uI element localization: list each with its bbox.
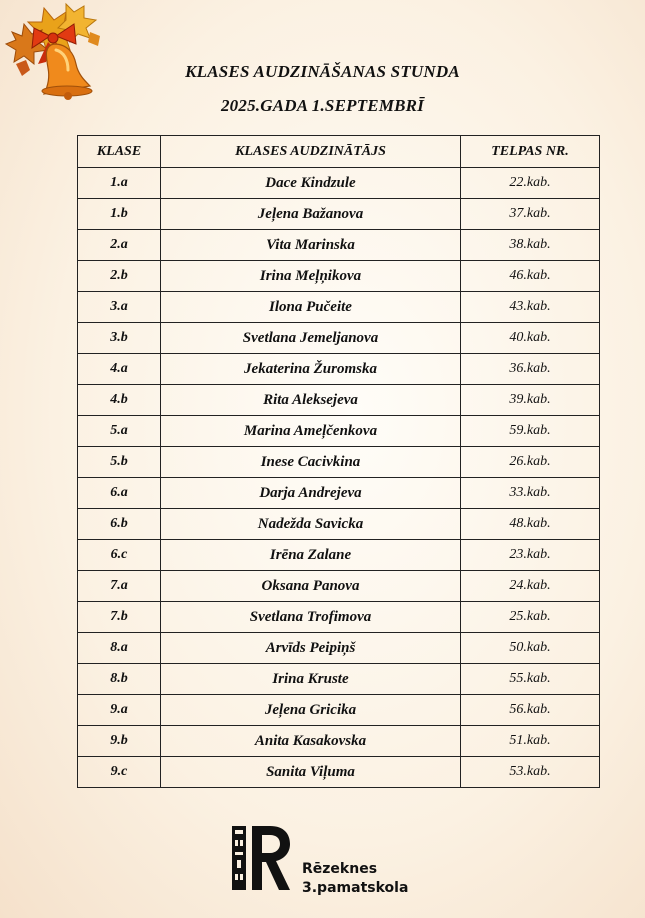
room-cell: 24.kab. (461, 571, 600, 602)
class-cell: 7.b (78, 602, 161, 633)
class-cell: 9.b (78, 726, 161, 757)
room-cell: 36.kab. (461, 354, 600, 385)
room-cell: 25.kab. (461, 602, 600, 633)
table-row (78, 602, 600, 633)
class-cell: 6.b (78, 509, 161, 540)
teacher-cell: Svetlana Jemeljanova (161, 323, 461, 354)
room-cell: 51.kab. (461, 726, 600, 757)
table-row (78, 726, 600, 757)
class-cell: 9.a (78, 695, 161, 726)
room-cell: 23.kab. (461, 540, 600, 571)
column-header-room: TELPAS NR. (461, 136, 600, 168)
school-logo-icon (230, 822, 292, 894)
table-row (78, 199, 600, 230)
teacher-cell: Svetlana Trofimova (161, 602, 461, 633)
table-row (78, 323, 600, 354)
table-header-row (78, 136, 600, 168)
teacher-cell: Jeļena Bažanova (161, 199, 461, 230)
class-cell: 4.a (78, 354, 161, 385)
teacher-cell: Sanita Viļuma (161, 757, 461, 788)
teacher-cell: Irina Kruste (161, 664, 461, 695)
class-cell: 9.c (78, 757, 161, 788)
logo-text-line1: Rēzeknes (302, 861, 378, 877)
table-row (78, 571, 600, 602)
teacher-cell: Arvīds Peipiņš (161, 633, 461, 664)
room-cell: 56.kab. (461, 695, 600, 726)
table-row (78, 695, 600, 726)
teacher-cell: Irēna Zalane (161, 540, 461, 571)
table-row (78, 478, 600, 509)
table-row (78, 354, 600, 385)
table-row (78, 447, 600, 478)
table-row (78, 416, 600, 447)
autumn-bell-decoration-icon (4, 2, 108, 100)
room-cell: 50.kab. (461, 633, 600, 664)
table-row (78, 664, 600, 695)
room-cell: 59.kab. (461, 416, 600, 447)
table-row (78, 230, 600, 261)
teacher-cell: Inese Cacivkina (161, 447, 461, 478)
class-cell: 2.b (78, 261, 161, 292)
room-cell: 40.kab. (461, 323, 600, 354)
room-cell: 22.kab. (461, 168, 600, 199)
teacher-cell: Rita Aleksejeva (161, 385, 461, 416)
class-cell: 3.a (78, 292, 161, 323)
room-cell: 48.kab. (461, 509, 600, 540)
class-cell: 6.a (78, 478, 161, 509)
column-header-klase: KLASE (78, 136, 161, 168)
table-row (78, 757, 600, 788)
page-subtitle-date: 2025.GADA 1.SEPTEMBRĪ (220, 96, 425, 115)
room-cell: 46.kab. (461, 261, 600, 292)
school-logo (230, 822, 420, 902)
table-row (78, 292, 600, 323)
room-cell: 37.kab. (461, 199, 600, 230)
room-cell: 39.kab. (461, 385, 600, 416)
class-cell: 4.b (78, 385, 161, 416)
teacher-cell: Ilona Pučeite (161, 292, 461, 323)
room-cell: 53.kab. (461, 757, 600, 788)
room-cell: 43.kab. (461, 292, 600, 323)
room-cell: 38.kab. (461, 230, 600, 261)
teacher-cell: Jeļena Gricika (161, 695, 461, 726)
schedule-table (77, 135, 600, 788)
logo-text-line2: 3.pamatskola (302, 880, 409, 896)
class-cell: 7.a (78, 571, 161, 602)
teacher-cell: Anita Kasakovska (161, 726, 461, 757)
page-title: KLASES AUDZINĀŠANAS STUNDA (185, 62, 460, 81)
teacher-cell: Oksana Panova (161, 571, 461, 602)
class-cell: 3.b (78, 323, 161, 354)
teacher-cell: Jekaterina Žuromska (161, 354, 461, 385)
column-header-teacher: KLASES AUDZINĀTĀJS (161, 136, 461, 168)
class-cell: 5.a (78, 416, 161, 447)
table-row (78, 168, 600, 199)
teacher-cell: Nadežda Savicka (161, 509, 461, 540)
teacher-cell: Marina Ameļčenkova (161, 416, 461, 447)
class-cell: 8.b (78, 664, 161, 695)
table-row (78, 509, 600, 540)
class-cell: 1.b (78, 199, 161, 230)
teacher-cell: Vita Marinska (161, 230, 461, 261)
table-row (78, 633, 600, 664)
room-cell: 55.kab. (461, 664, 600, 695)
class-cell: 2.a (78, 230, 161, 261)
teacher-cell: Irina Meļņikova (161, 261, 461, 292)
table-row (78, 261, 600, 292)
room-cell: 33.kab. (461, 478, 600, 509)
class-cell: 1.a (78, 168, 161, 199)
teacher-cell: Darja Andrejeva (161, 478, 461, 509)
room-cell: 26.kab. (461, 447, 600, 478)
teacher-cell: Dace Kindzule (161, 168, 461, 199)
class-cell: 6.c (78, 540, 161, 571)
class-cell: 8.a (78, 633, 161, 664)
table-row (78, 540, 600, 571)
class-cell: 5.b (78, 447, 161, 478)
table-row (78, 385, 600, 416)
